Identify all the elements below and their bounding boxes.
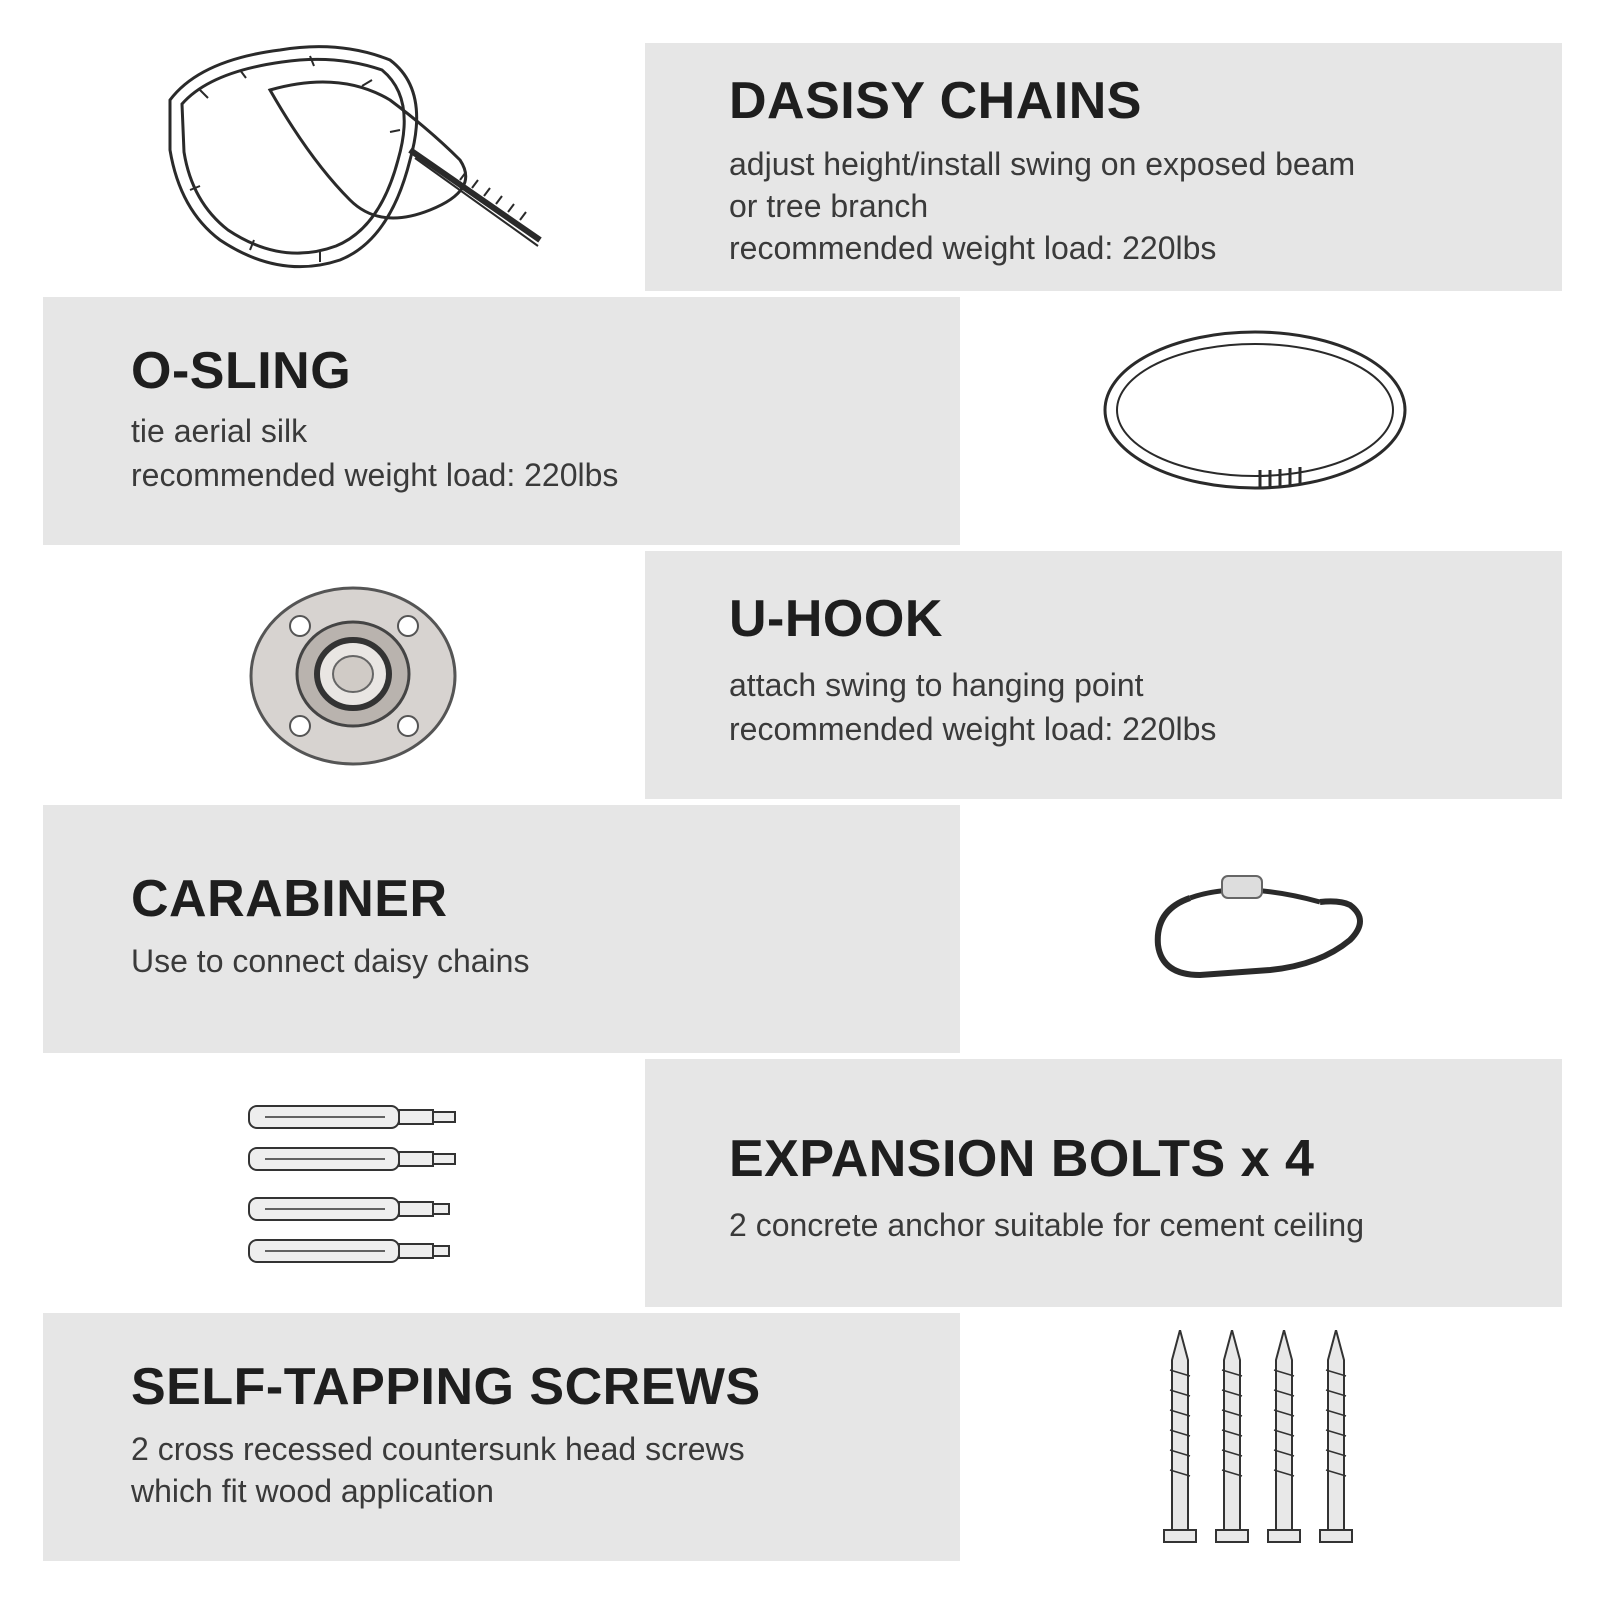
item-title: DASISY CHAINS bbox=[729, 72, 1142, 130]
item-title: SELF-TAPPING SCREWS bbox=[131, 1358, 761, 1416]
u-hook-plate-icon bbox=[248, 586, 458, 766]
panel-o-sling bbox=[43, 297, 960, 545]
o-sling-icon bbox=[1100, 320, 1420, 520]
item-description-line: attach swing to hanging point bbox=[729, 667, 1144, 703]
item-description-line: recommended weight load: 220lbs bbox=[729, 230, 1217, 266]
item-description-line: Use to connect daisy chains bbox=[131, 943, 530, 979]
panel-self-tapping-screws bbox=[43, 1313, 960, 1561]
panel-carabiner bbox=[43, 805, 960, 1053]
item-description-line: adjust height/install swing on exposed beam bbox=[729, 146, 1356, 182]
item-title: CARABINER bbox=[131, 870, 448, 928]
item-title: O-SLING bbox=[131, 342, 352, 400]
item-title: EXPANSION BOLTS x 4 bbox=[729, 1130, 1315, 1188]
item-title: U-HOOK bbox=[729, 590, 943, 648]
item-description-line: tie aerial silk bbox=[131, 413, 308, 449]
item-description-line: 2 cross recessed countersunk head screws bbox=[131, 1431, 745, 1467]
item-description-line: recommended weight load: 220lbs bbox=[729, 711, 1217, 747]
daisy-chain-icon bbox=[160, 40, 560, 280]
panel-daisy-chains bbox=[645, 43, 1562, 291]
carabiner-icon bbox=[1150, 870, 1370, 990]
panel-expansion-bolts bbox=[645, 1059, 1562, 1307]
expansion-bolts-icon bbox=[245, 1100, 465, 1280]
item-description-line: which fit wood application bbox=[131, 1473, 494, 1509]
item-description-line: recommended weight load: 220lbs bbox=[131, 457, 619, 493]
item-description-line: or tree branch bbox=[729, 188, 929, 224]
panel-u-hook bbox=[645, 551, 1562, 799]
item-description-line: 2 concrete anchor suitable for cement ceiling bbox=[729, 1207, 1365, 1243]
screws-icon bbox=[1160, 1330, 1380, 1560]
